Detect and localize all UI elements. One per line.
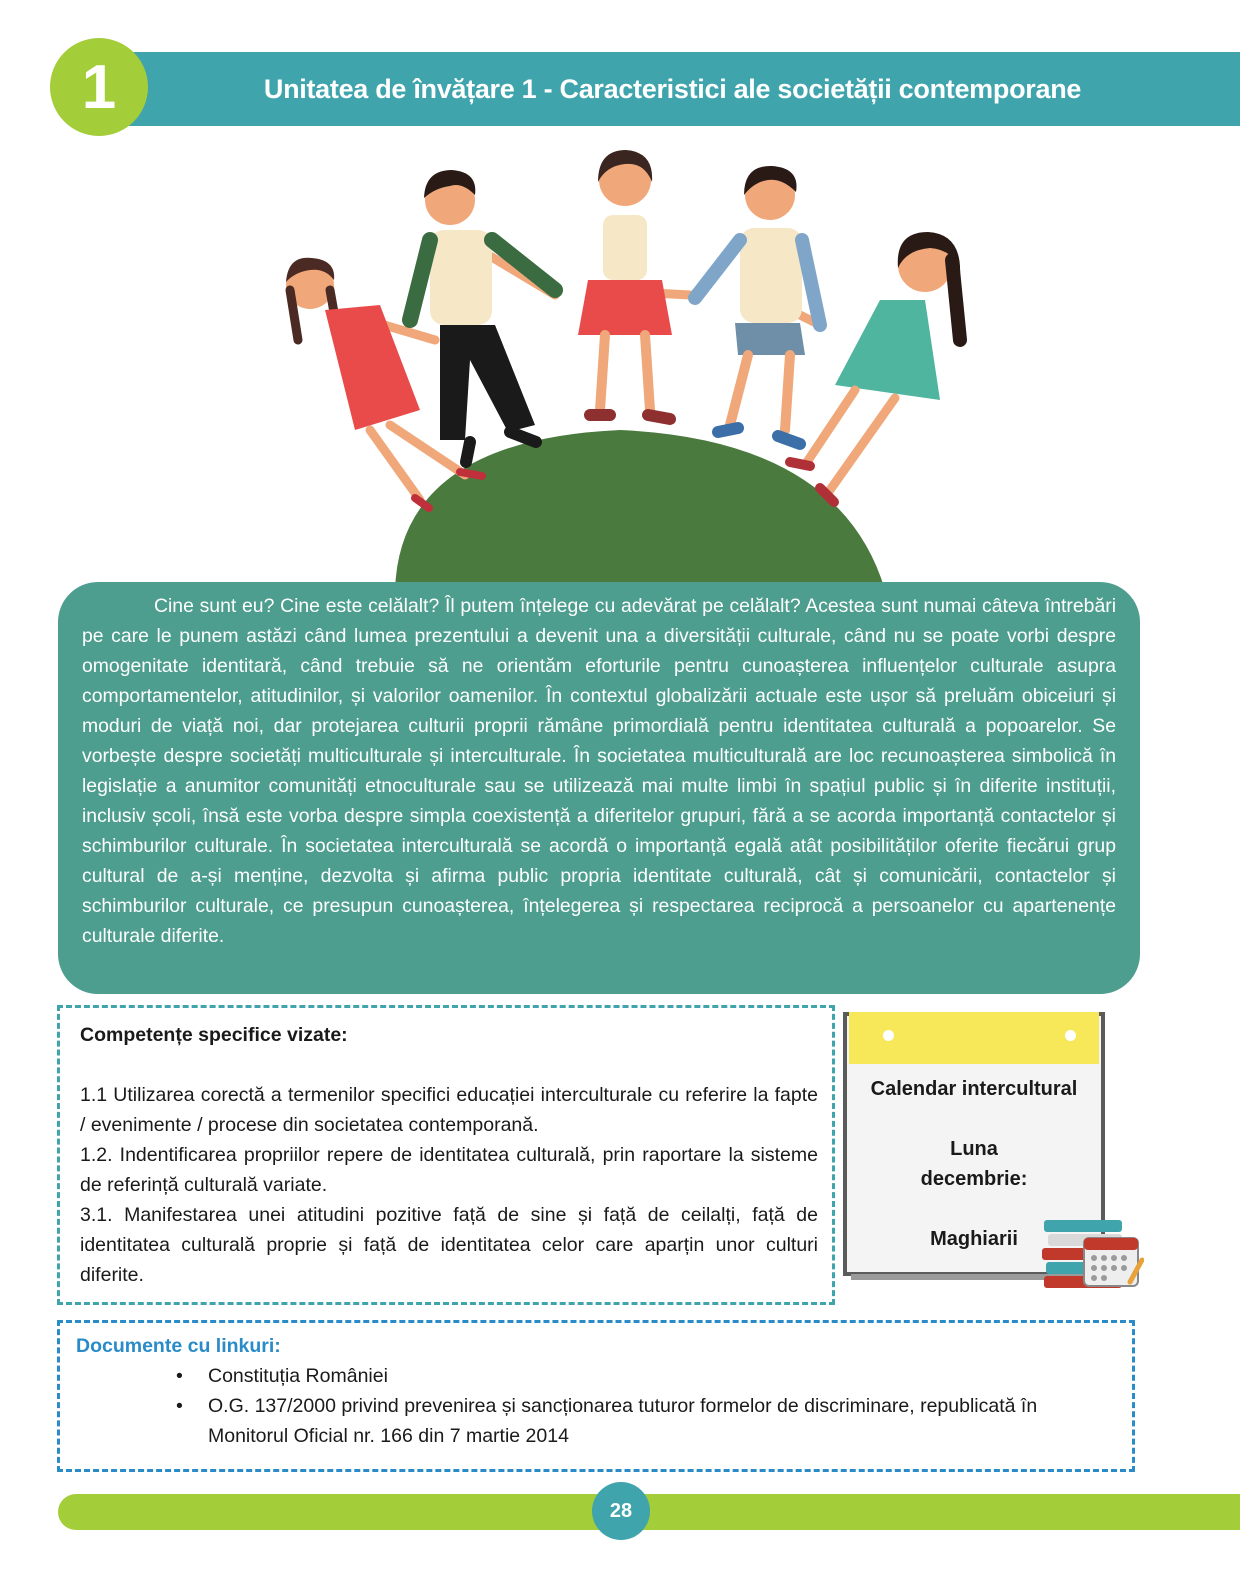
bullet-icon: • [176,1395,183,1417]
competenta-item: 1.2. Indentificarea propriilor repere de identitatea culturală, prin raportare la sisteme de referință culturală variate. [80,1144,818,1196]
header-bar [105,52,1240,126]
competente-title: Competențe specifice vizate: [80,1024,348,1046]
intro-text-box [58,582,1140,994]
page-number: 28 [592,1482,650,1540]
calendar-header-strip [849,1012,1099,1064]
document-link[interactable] [176,1361,1118,1391]
child-figure [410,170,555,462]
document-link-text[interactable]: O.G. 137/2000 privind prevenirea și sancționarea tuturor formelor de discriminare, republicată în Monitorul Oficial nr. 166 din 7 martie 2014 [208,1395,1038,1447]
documents-box [57,1320,1135,1472]
calendar-month-label: Luna [950,1138,998,1160]
calendar-ring-icon [883,1030,894,1041]
calendar-title: Calendar intercultural [870,1078,1078,1100]
children-illustration [270,140,970,590]
page-title: Unitatea de învățare 1 - Caracteristici ale societății contemporane [263,73,1082,104]
document-link[interactable] [176,1391,1118,1451]
competenta-item: 3.1. Manifestarea unei atitudini pozitive față de sine și față de ceilalți, față de identitatea culturală proprie și față de identitatea celor care aparțin unor culturi diferite. [80,1204,818,1286]
calendar-ring-icon [1065,1030,1076,1041]
competente-box [57,1005,835,1305]
competenta-item: 1.1 Utilizarea corectă a termenilor specifici educației interculturale cu referire la fapte / evenimente / procese din societatea contemporană. [80,1084,818,1136]
calendar-group: Maghiarii [930,1228,1018,1250]
calendar-month: decembrie: [920,1168,1028,1190]
child-figure [695,166,820,444]
unit-number-badge: 1 [50,38,148,136]
documents-list [76,1361,1118,1451]
documents-title: Documente cu linkuri: [76,1335,281,1357]
books-calendar-icon [1040,1212,1144,1292]
child-figure [578,150,672,419]
intro-paragraph: Cine sunt eu? Cine este celălalt? Îl putem înțelege cu adevărat pe celălalt? Acestea sunt numai câteva întrebări pe care le punem astăzi când lumea prezentului a devenit una a diversității culturale, când nu se poate vorbi despre omogenitate identitară, când trebuie să ne orientăm eforturile pentru cunoașterea influențelor culturale asupra comportamentelor, atitudinilor, și valorilor oamenilor. În contextul globalizării actuale este ușor să preluăm obiceiuri și moduri de viață noi, dar protejarea culturii proprii rămâne primordială pentru identitatea culturală a popoarelor. Se vorbește despre societăți multiculturale și interculturale. În societatea multiculturală are loc recunoașterea simbolică în legislație a anumitor comunități etnoculturale sau se utilizează mai multe limbi în spațiul public și în diferite instituții, inclusiv școli, însă este vorba despre simpla coexistență a diferitelor grupuri, fără a se acorda importanță contactelor și schimburilor culturale. În societatea interculturală se acordă o importanță egală atât posibilităților oferite fiecărui grup cultural de a-și menține, dezvolta și afirma public propria identitate culturală, cât și comunicării, contactelor și schimburilor culturale, ce presupun cunoașterea, înțelegerea și respectarea reciprocă a persoanelor cu apartenențe culturale diferite. [82,595,1116,947]
bullet-icon: • [176,1365,183,1387]
document-link-text[interactable]: Constituția României [208,1365,388,1387]
